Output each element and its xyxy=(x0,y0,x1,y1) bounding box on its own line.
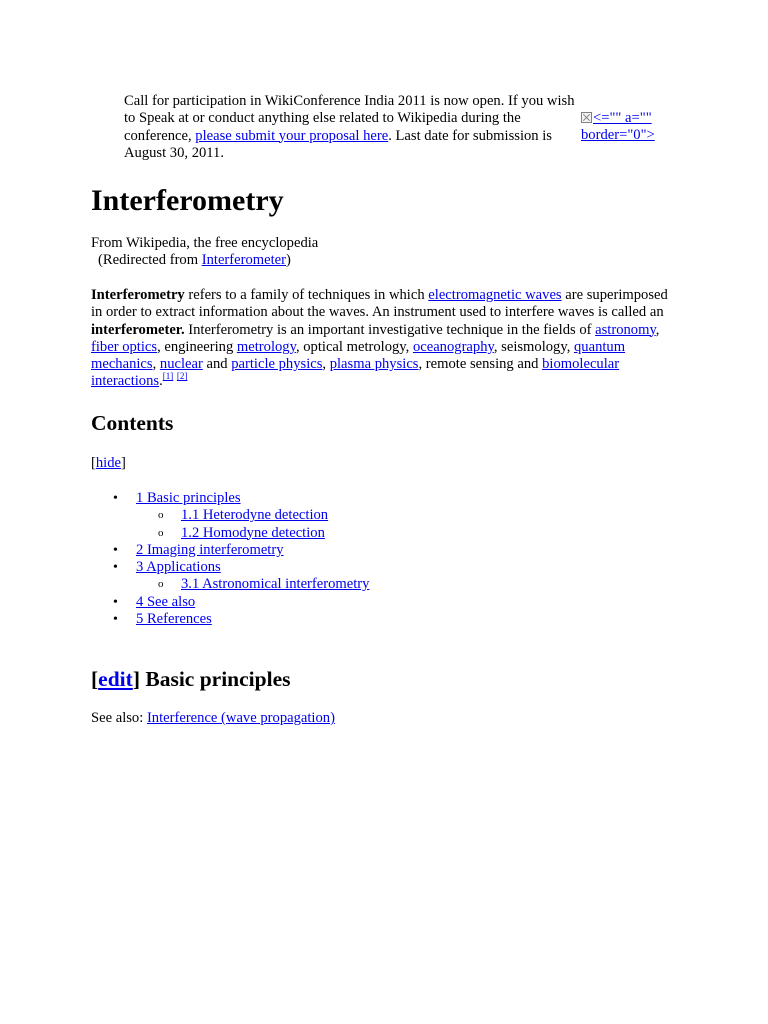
toc-link-references[interactable]: 5 References xyxy=(136,611,212,628)
intro-text: Interferometry is an important investigative technique in the fields of xyxy=(184,321,596,338)
sitenotice xyxy=(124,93,576,162)
link-particle-physics[interactable]: particle physics xyxy=(231,356,323,373)
toc-item xyxy=(91,507,369,524)
bullet-circle-icon: o xyxy=(158,578,164,591)
intro-text: refers to a family of techniques in which xyxy=(184,287,429,303)
intro-text: , remote sensing and xyxy=(418,356,543,373)
toc-link-applications[interactable]: 3 Applications xyxy=(136,559,221,576)
bullet-disc-icon: • xyxy=(113,612,118,628)
redirect-source-link[interactable]: Interferometer xyxy=(201,252,286,268)
intro-text: , xyxy=(655,321,660,338)
broken-image-alt-line1[interactable]: <="" a="" xyxy=(593,110,652,126)
intro-text: are superimposed in order to extract information about the waves. An instrument used to interfere waves is called an xyxy=(91,287,668,321)
toc-heading: Contents xyxy=(91,411,174,435)
site-tagline: From Wikipedia, the free encyclopedia xyxy=(91,235,319,251)
link-plasma-physics[interactable]: plasma physics xyxy=(329,356,419,373)
citation-1[interactable] xyxy=(163,371,174,381)
citation-2-link[interactable]: [2] xyxy=(176,371,188,382)
bullet-disc-icon: • xyxy=(113,491,118,506)
toc-toggle-bracket: ] xyxy=(121,455,126,471)
sitenotice-text: Call for participation in WikiConference India 2011 is now open. If you wish to Speak at or conduct anything else related to Wikipedia during the conference, xyxy=(124,93,575,144)
toc-link-basic-principles[interactable]: 1 Basic principles xyxy=(136,490,241,506)
intro-text: and xyxy=(202,356,232,373)
sitenotice-image-link[interactable] xyxy=(581,110,671,145)
citation-1-link[interactable]: [1] xyxy=(162,371,174,382)
see-also-prefix: See also: xyxy=(91,710,147,726)
broken-image-icon xyxy=(581,112,592,123)
section-title: Basic principles xyxy=(139,667,291,691)
toc-item xyxy=(91,559,369,576)
edit-bracket: [ xyxy=(91,667,99,691)
toc-link-see-also[interactable]: 4 See also xyxy=(136,593,196,610)
sitenotice-text-end: . Last date for submission is August 30, 2011. xyxy=(124,127,552,161)
section-heading-basic-principles xyxy=(91,666,291,692)
toc-item xyxy=(91,594,369,611)
toc-item xyxy=(91,576,369,593)
link-oceanography[interactable]: oceanography xyxy=(412,338,494,355)
see-also-hatnote xyxy=(91,710,335,727)
intro-text: . xyxy=(159,373,163,390)
toc-list xyxy=(91,490,369,628)
page-title: Interferometry xyxy=(91,184,284,217)
intro-text: , optical metrology, xyxy=(295,338,413,355)
link-metrology[interactable]: metrology xyxy=(236,338,296,355)
link-biomolecular-interactions[interactable]: biomolecular interactions xyxy=(91,356,620,390)
redirect-notice xyxy=(98,252,291,269)
link-quantum-mechanics[interactable]: quantum mechanics xyxy=(91,338,626,373)
broken-image-alt-line2[interactable]: border="0"> xyxy=(581,127,655,144)
toc-link-imaging-interferometry[interactable]: 2 Imaging interferometry xyxy=(136,541,284,558)
toc-item xyxy=(91,611,369,628)
toc-link-homodyne-detection[interactable]: 1.2 Homodyne detection xyxy=(181,524,325,541)
citation-2[interactable] xyxy=(177,371,188,381)
bullet-circle-icon: o xyxy=(158,509,164,522)
link-nuclear[interactable]: nuclear xyxy=(159,356,203,373)
link-electromagnetic-waves[interactable]: electromagnetic waves xyxy=(428,287,562,303)
edit-bracket: ] xyxy=(132,667,140,691)
toc-item xyxy=(91,525,369,542)
bullet-disc-icon: • xyxy=(113,560,118,576)
toc-item xyxy=(91,542,369,559)
intro-term-instrument: interferometer. xyxy=(91,321,185,338)
intro-term: Interferometry xyxy=(91,287,185,303)
toc-item xyxy=(91,490,369,507)
intro-paragraph xyxy=(91,287,681,391)
redirect-suffix: ) xyxy=(286,252,291,268)
toc-toggle xyxy=(91,455,126,472)
section-edit-link[interactable]: edit xyxy=(98,667,133,691)
intro-text: , seismology, xyxy=(493,338,574,355)
toc-hide-link[interactable]: hide xyxy=(95,455,122,471)
intro-text: , xyxy=(152,356,160,373)
link-astronomy[interactable]: astronomy xyxy=(595,321,656,338)
bullet-disc-icon: • xyxy=(113,594,118,610)
toc-toggle-bracket: [ xyxy=(91,455,96,471)
toc-link-heterodyne-detection[interactable]: 1.1 Heterodyne detection xyxy=(181,507,329,524)
toc-link-astronomical-interferometry[interactable]: 3.1 Astronomical interferometry xyxy=(181,576,370,593)
intro-text: , engineering xyxy=(157,338,237,355)
link-interference-wave-propagation[interactable]: Interference (wave propagation) xyxy=(146,710,335,726)
link-fiber-optics[interactable]: fiber optics xyxy=(91,338,158,355)
redirect-prefix: (Redirected from xyxy=(98,252,202,268)
intro-text: , xyxy=(322,356,330,373)
submit-proposal-link[interactable]: please submit your proposal here xyxy=(195,127,389,144)
bullet-circle-icon: o xyxy=(158,526,164,539)
bullet-disc-icon: • xyxy=(113,542,118,558)
